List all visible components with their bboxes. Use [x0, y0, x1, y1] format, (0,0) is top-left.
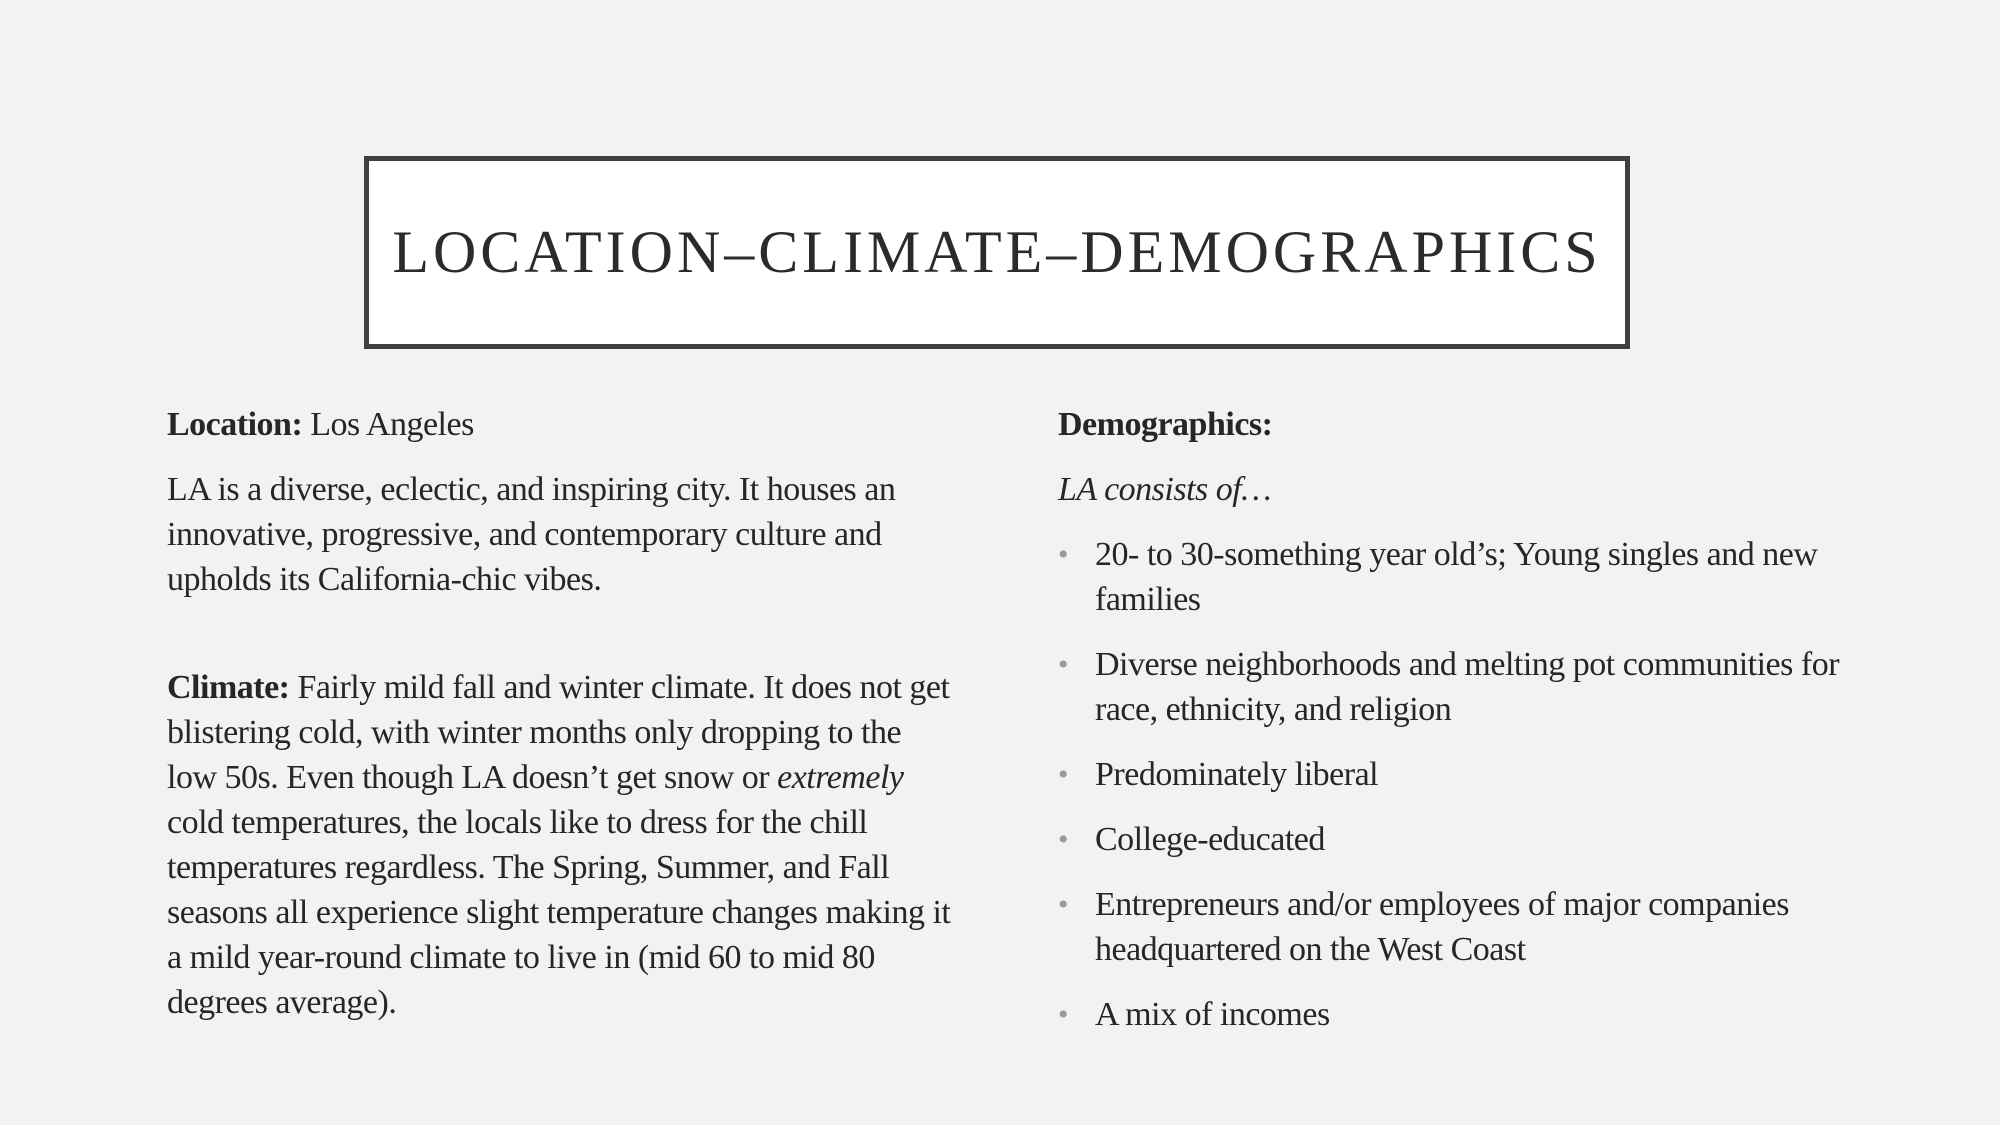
- climate-text-1: Fairly mild fall and winter climate. It does not get blistering cold, with winter months only dropping to the low 50s. Even though LA doesn’t get snow or: [167, 669, 950, 796]
- title-box: [364, 156, 1630, 349]
- climate-paragraph: [167, 665, 957, 1025]
- list-item: [1058, 752, 1908, 797]
- demographics-intro: LA consists of…: [1058, 471, 1271, 508]
- slide-title: LOCATION–CLIMATE–DEMOGRAPHICS: [392, 219, 1602, 285]
- location-description: LA is a diverse, eclectic, and inspiring city. It houses an innovative, progressive, and contemporary culture and upholds its California-chic vibes.: [167, 471, 896, 598]
- location-line: [167, 402, 957, 447]
- spacer: [167, 622, 957, 665]
- right-column: [1058, 402, 1908, 1057]
- climate-text-2: cold temperatures, the locals like to dress for the chill temperatures regardless. The Spring, Summer, and Fall seasons all experience slight temperature changes making it a mild year-round climate to live in (mid 60 to mid 80 degrees average).: [167, 804, 951, 1021]
- list-item: [1058, 992, 1908, 1037]
- list-item: [1058, 882, 1908, 972]
- bullet-icon: •: [1058, 823, 1069, 856]
- list-item: [1058, 642, 1908, 732]
- bullet-icon: •: [1058, 758, 1069, 791]
- left-column: [167, 402, 957, 1045]
- demographics-heading: Demographics:: [1058, 406, 1273, 443]
- climate-emphasis: extremely: [777, 759, 904, 796]
- bullet-icon: •: [1058, 648, 1069, 681]
- list-item: [1058, 817, 1908, 862]
- bullet-icon: •: [1058, 538, 1069, 571]
- list-item-text: College-educated: [1095, 821, 1325, 858]
- list-item-text: 20- to 30-something year old’s; Young singles and new families: [1095, 536, 1818, 618]
- list-item-text: Diverse neighborhoods and melting pot communities for race, ethnicity, and religion: [1095, 646, 1840, 728]
- list-item-text: Predominately liberal: [1095, 756, 1379, 793]
- list-item-text: Entrepreneurs and/or employees of major companies headquartered on the West Coast: [1095, 886, 1789, 968]
- list-item-text: A mix of incomes: [1095, 996, 1330, 1033]
- bullet-icon: •: [1058, 998, 1069, 1031]
- bullet-icon: •: [1058, 888, 1069, 921]
- location-label: Location:: [167, 406, 303, 443]
- list-item: [1058, 532, 1908, 622]
- location-value: Los Angeles: [302, 406, 474, 443]
- climate-label: Climate:: [167, 669, 290, 706]
- demographics-list: [1058, 532, 1908, 1037]
